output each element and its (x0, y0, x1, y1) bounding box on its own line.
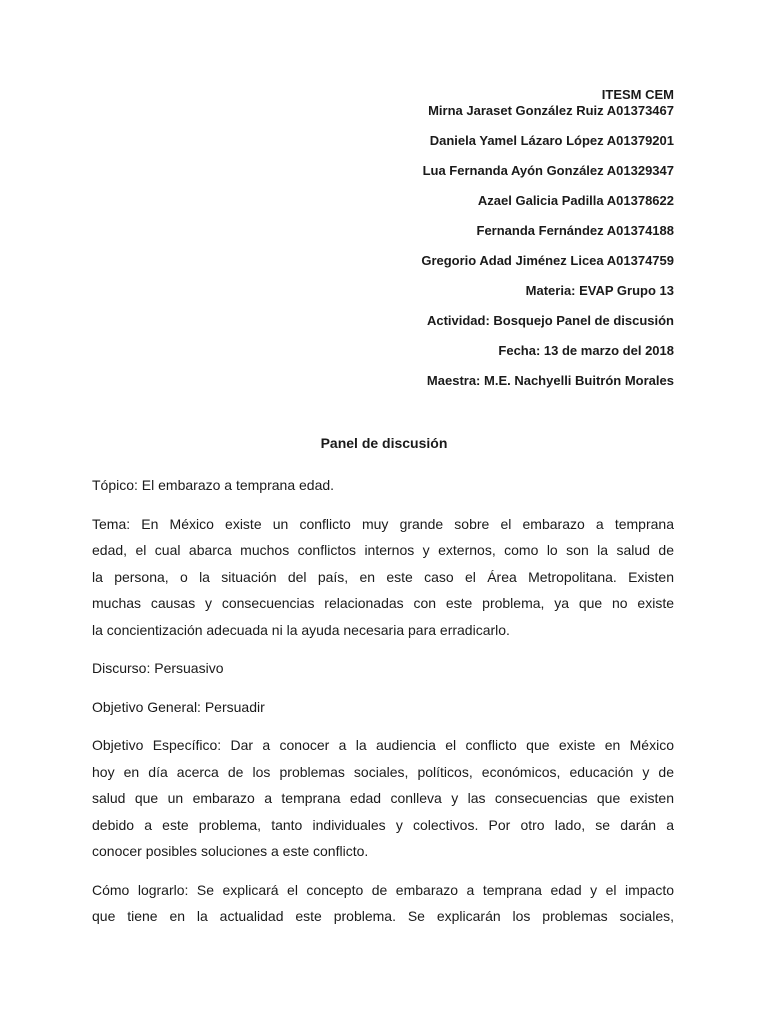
header-member: Gregorio Adad Jiménez Licea A01374759 (421, 253, 674, 268)
paragraph-specific-objective (92, 732, 674, 865)
header-activity: Actividad: Bosquejo Panel de discusión (426, 313, 674, 328)
text-line: la concientización adecuada ni la ayuda necesaria para erradicarlo. (92, 621, 510, 638)
header-date: Fecha: 13 de marzo del 2018 (498, 343, 674, 358)
text-line: hoy en día acerca de los problemas sociales, políticos, económicos, educación y de (92, 763, 674, 780)
paragraph-theme (92, 511, 674, 644)
header-block (421, 87, 674, 389)
paragraph-how-to (92, 877, 674, 930)
text-line: salud que un embarazo a temprana edad conlleva y las consecuencias que existen (92, 790, 674, 806)
paragraph-speech-type (92, 655, 674, 682)
header-member: Daniela Yamel Lázaro López A01379201 (429, 133, 674, 148)
text-line: Tema: En México existe un conflicto muy grande sobre el embarazo a temprana (92, 515, 674, 532)
text-line: la persona, o la situación del país, en este caso el Área Metropolitana. Existen (92, 568, 674, 585)
header-member: Fernanda Fernández A01374188 (476, 223, 674, 238)
document-body (92, 472, 674, 942)
text-line: debido a este problema, tanto individuales y colectivos. Por otro lado, se darán a (92, 816, 674, 833)
text-line: Discurso: Persuasivo (92, 660, 224, 676)
text-line: Objetivo General: Persuadir (92, 698, 265, 715)
document-title: Panel de discusión (320, 435, 448, 451)
text-line: conocer posibles soluciones a este conflicto. (92, 843, 369, 859)
header-teacher: Maestra: M.E. Nachyelli Buitrón Morales (426, 373, 674, 388)
text-line: Cómo lograrlo: Se explicará el concepto de embarazo a temprana edad y el impacto (92, 881, 674, 898)
text-line: Objetivo Específico: Dar a conocer a la audiencia el conflicto que existe en México (92, 737, 674, 753)
text-line: muchas causas y consecuencias relacionadas con este problema, ya que no existe (92, 595, 674, 611)
header-member: Lua Fernanda Ayón González A01329347 (422, 163, 674, 178)
text-line: que tiene en la actualidad este problema. Se explicarán los problemas sociales, (92, 908, 674, 924)
paragraph-topic (92, 472, 674, 499)
header-subject: Materia: EVAP Grupo 13 (525, 283, 674, 298)
text-line: Tópico: El embarazo a temprana edad. (92, 477, 335, 493)
header-institution: ITESM CEM (601, 87, 674, 102)
text-line: edad, el cual abarca muchos conflictos internos y externos, como lo son la salud de (92, 542, 674, 558)
header-member: Mirna Jaraset González Ruiz A01373467 (428, 103, 674, 118)
paragraph-general-objective (92, 694, 674, 721)
header-member: Azael Galicia Padilla A01378622 (477, 193, 674, 208)
